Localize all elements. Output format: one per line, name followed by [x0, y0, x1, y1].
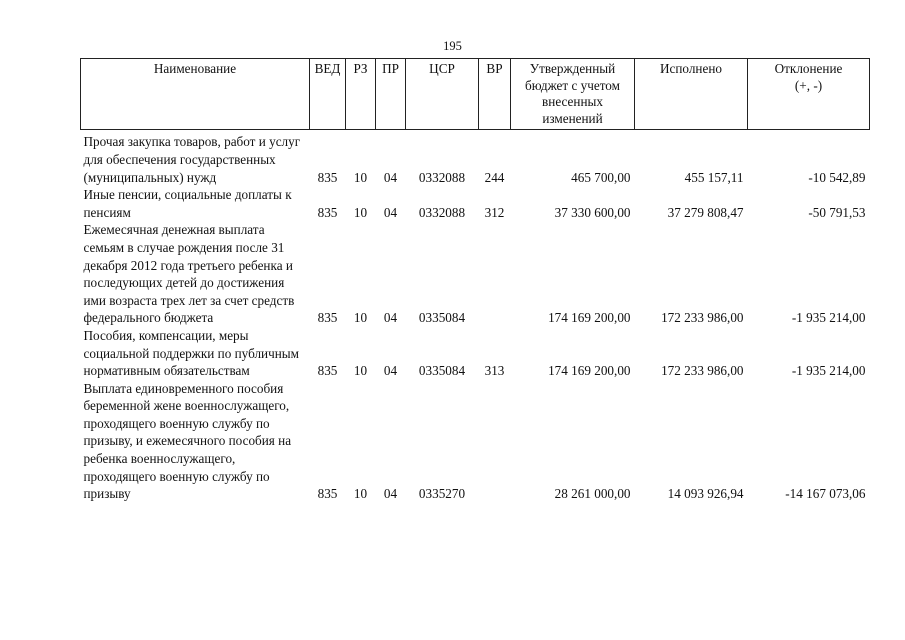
row-approved: 28 261 000,00: [554, 486, 631, 502]
row-rz: 10: [353, 204, 368, 220]
row-deviation: -50 791,53: [808, 204, 866, 220]
row-deviation: -1 935 214,00: [791, 310, 866, 326]
row-deviation: -1 935 214,00: [791, 363, 866, 379]
row-pr: 04: [383, 310, 398, 326]
row-rz: 10: [353, 363, 368, 379]
row-approved: 174 169 200,00: [548, 363, 631, 379]
row-approved: 37 330 600,00: [554, 204, 631, 220]
header-deviation-line2: (+, -): [794, 77, 823, 93]
row-ved: 835: [317, 363, 338, 379]
row-name: Выплата единовременного пособия беременной жене военнослужащего, проходящего военную службу по призыву, и ежемесячного пособия на ребенка военнослужащего, проходящего военную службу по призыву: [83, 380, 292, 502]
header-deviation-line1: Отклонение: [774, 61, 843, 76]
row-executed: 14 093 926,94: [667, 486, 744, 502]
table-row: [81, 186, 870, 221]
row-name: Прочая закупка товаров, работ и услуг для обеспечения государственных (муниципальных) нужд: [83, 134, 301, 185]
header-deviation: [748, 59, 870, 130]
row-name: Пособия, компенсации, меры социальной поддержки по публичным нормативным обязательствам: [83, 327, 299, 379]
row-approved: 174 169 200,00: [548, 310, 631, 326]
row-vr: 244: [484, 169, 505, 185]
header-approved: Утвержденный бюджет с учетом внесенных изменений: [511, 59, 635, 130]
row-csr: 0335270: [418, 486, 466, 502]
row-ved: 835: [317, 169, 338, 185]
row-deviation: -14 167 073,06: [785, 486, 866, 502]
header-pr: ПР: [376, 59, 406, 130]
row-ved: 835: [317, 310, 338, 326]
row-rz: 10: [353, 486, 368, 502]
table-header-row: [81, 59, 870, 130]
row-executed: 37 279 808,47: [667, 204, 744, 220]
row-csr: 0332088: [418, 169, 466, 185]
row-pr: 04: [383, 204, 398, 220]
row-csr: 0332088: [418, 204, 466, 220]
table-row: [81, 221, 870, 327]
row-vr: [479, 221, 511, 327]
header-rz: РЗ: [346, 59, 376, 130]
row-rz: 10: [353, 310, 368, 326]
header-executed: Исполнено: [635, 59, 748, 130]
row-vr: 312: [484, 204, 505, 220]
row-deviation: -10 542,89: [808, 169, 866, 185]
header-name: Наименование: [81, 59, 310, 130]
header-vr: ВР: [479, 59, 511, 130]
row-pr: 04: [383, 486, 398, 502]
row-ved: 835: [317, 486, 338, 502]
row-csr: 0335084: [418, 363, 466, 379]
row-ved: 835: [317, 204, 338, 220]
table-row: [81, 327, 870, 380]
header-ved: ВЕД: [310, 59, 346, 130]
row-name: Иные пенсии, социальные доплаты к пенсиям: [83, 187, 292, 220]
row-vr: 313: [484, 363, 505, 379]
row-pr: 04: [383, 363, 398, 379]
row-approved: 465 700,00: [571, 169, 631, 185]
header-csr: ЦСР: [406, 59, 479, 130]
page-number: 195: [443, 39, 462, 53]
row-rz: 10: [353, 169, 368, 185]
table-row: [81, 130, 870, 186]
budget-table: [80, 58, 870, 503]
row-executed: 455 157,11: [684, 169, 744, 185]
row-executed: 172 233 986,00: [661, 363, 744, 379]
row-csr: 0335084: [418, 310, 466, 326]
table-row: [81, 380, 870, 503]
row-name: Ежемесячная денежная выплата семьям в случае рождения после 31 декабря 2012 года третьего ребенка и последующих детей до достижения ими возраста трех лет за счет средств федерального бюджета: [83, 222, 295, 326]
row-vr: [479, 380, 511, 503]
row-pr: 04: [383, 169, 398, 185]
row-executed: 172 233 986,00: [661, 310, 744, 326]
